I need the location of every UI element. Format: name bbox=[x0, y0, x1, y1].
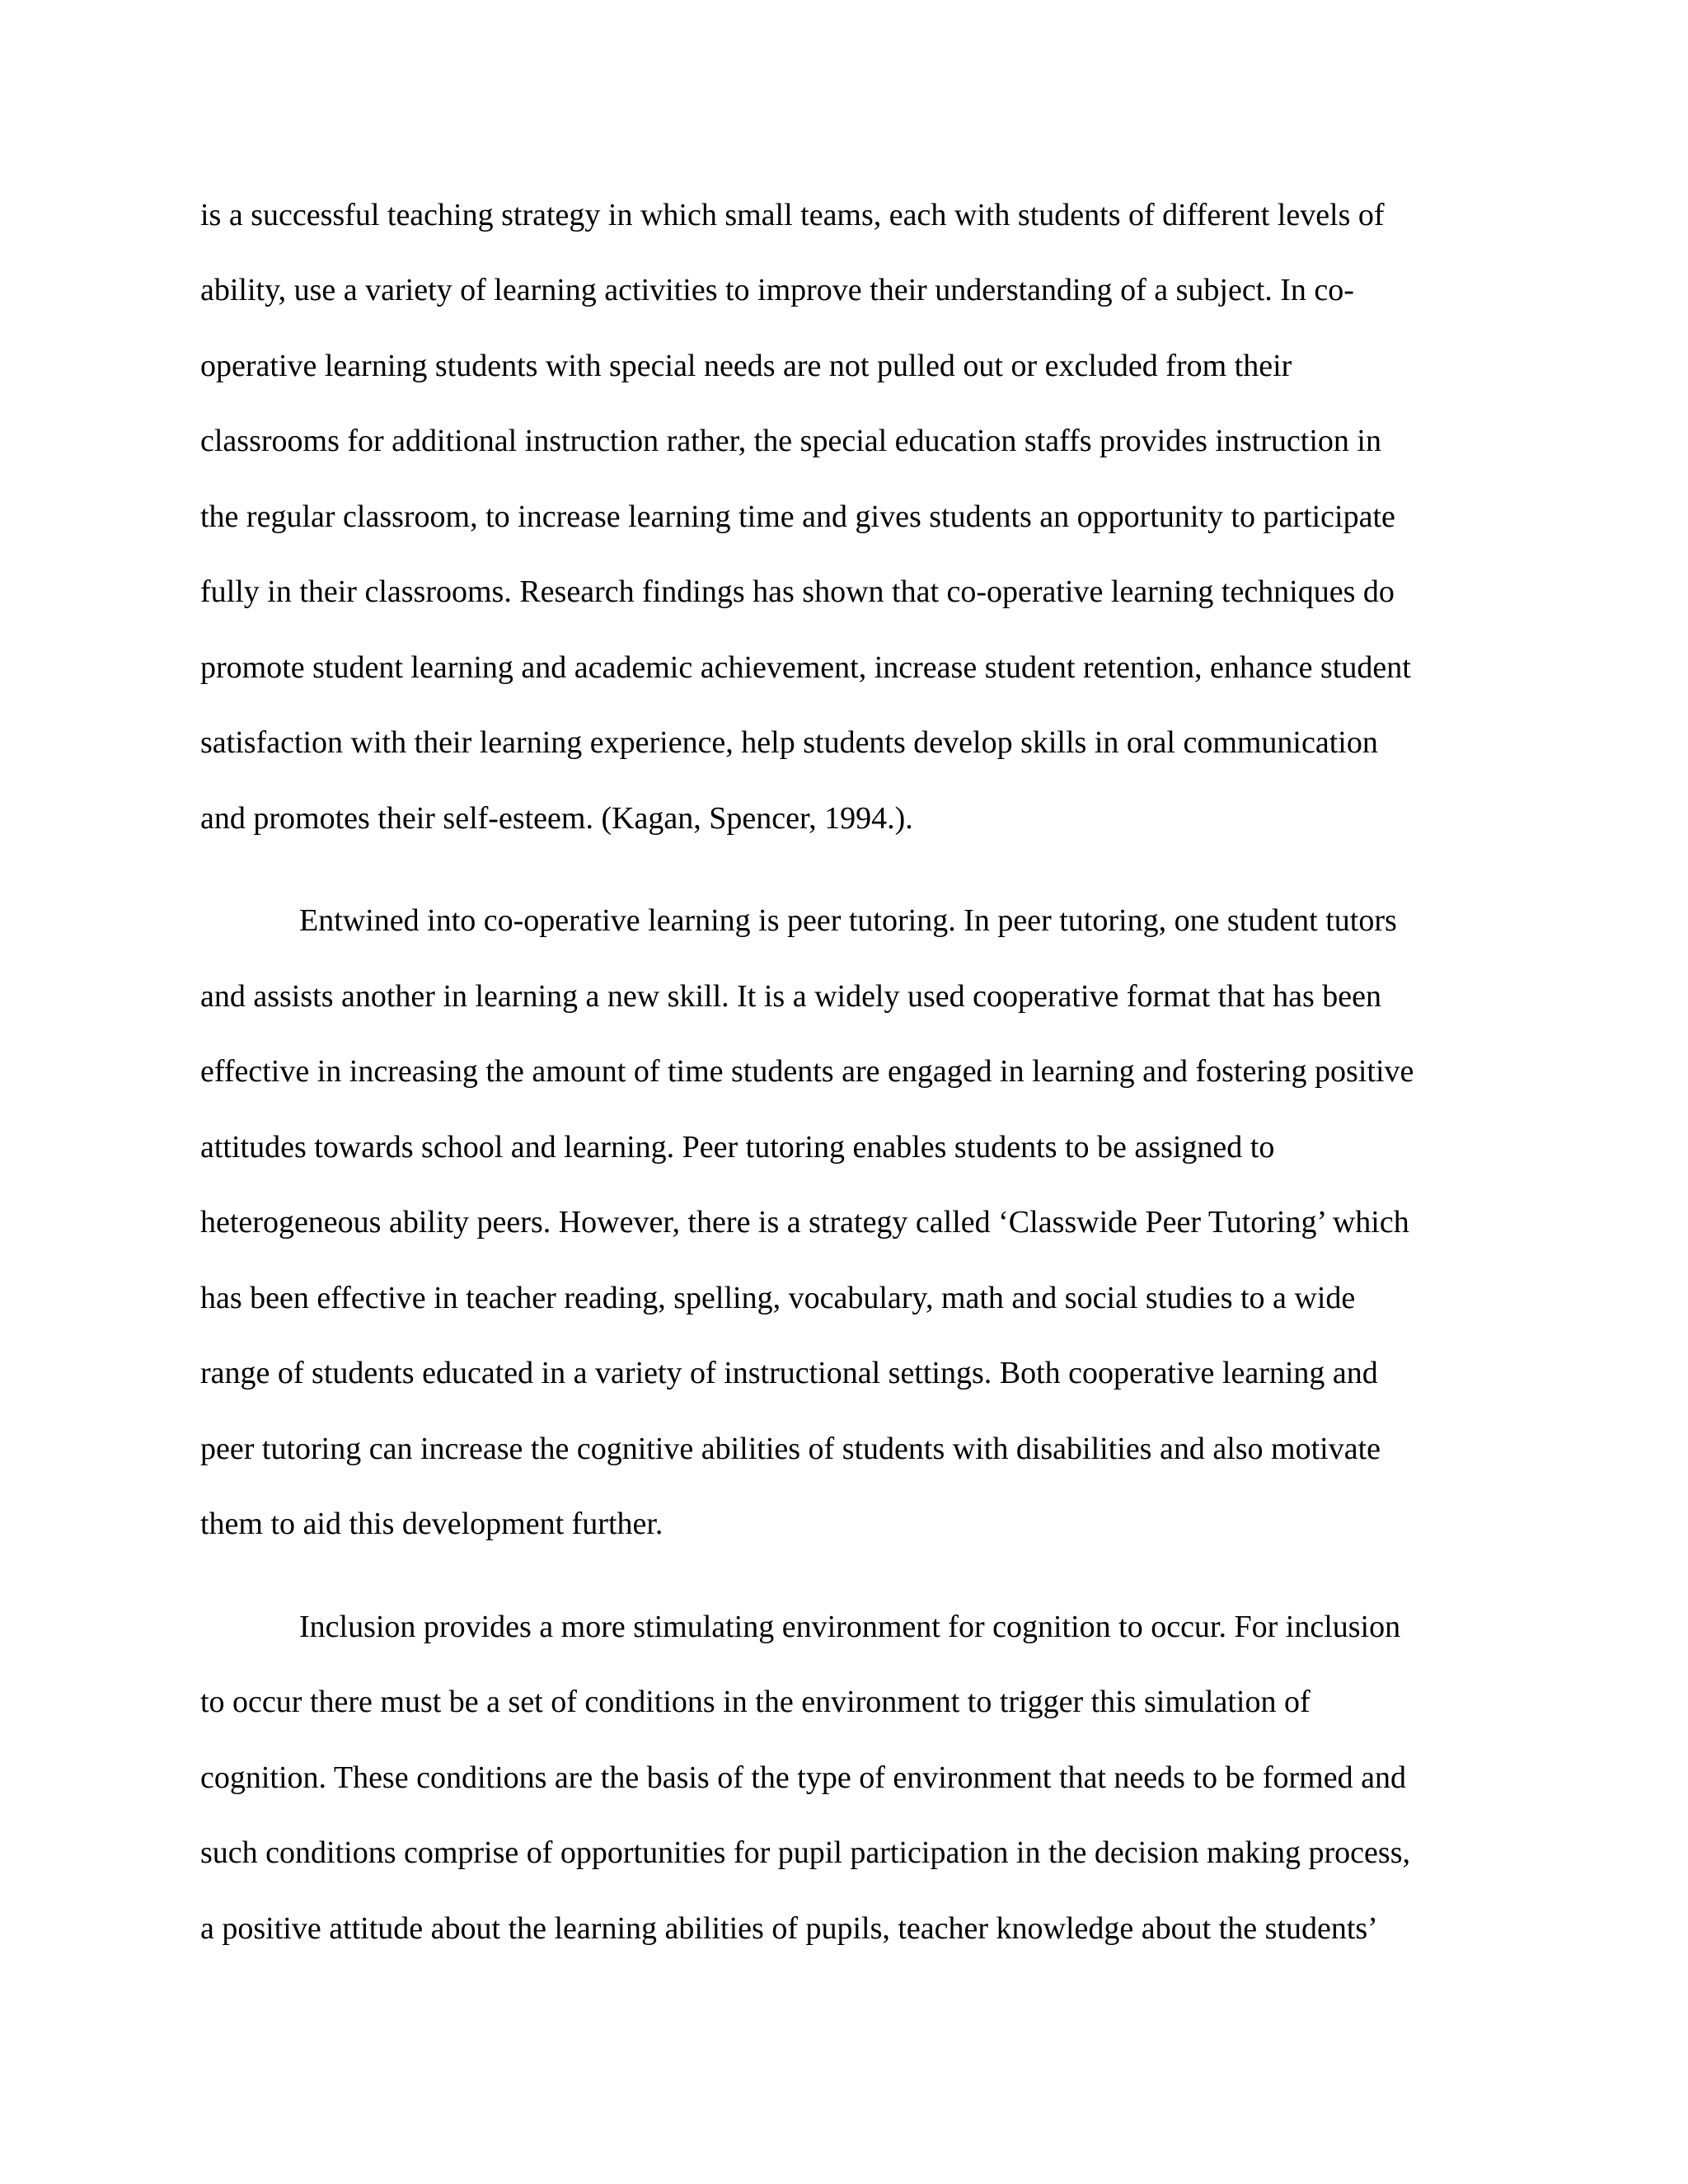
paragraph-1-line-8: satisfaction with their learning experience, help students develop skills in oral communication bbox=[200, 725, 1378, 760]
paragraph-2-line-4: attitudes towards school and learning. Peer tutoring enables students to be assigned to bbox=[200, 1130, 1275, 1165]
paragraph-1-line-5: the regular classroom, to increase learning time and gives students an opportunity to participate bbox=[200, 499, 1395, 534]
paragraph-2-line-5: heterogeneous ability peers. However, there is a strategy called ‘Classwide Peer Tutoring’ which bbox=[200, 1205, 1409, 1240]
paragraph-2-line-6: has been effective in teacher reading, spelling, vocabulary, math and social studies to a wide bbox=[200, 1281, 1356, 1315]
paragraph-1-line-7: promote student learning and academic achievement, increase student retention, enhance student bbox=[200, 650, 1411, 685]
paragraph-2-line-7: range of students educated in a variety of instructional settings. Both cooperative learning and bbox=[200, 1356, 1378, 1390]
paragraph-2-line-2: and assists another in learning a new skill. It is a widely used cooperative format that has been bbox=[200, 979, 1382, 1014]
paragraph-1-line-1: is a successful teaching strategy in which small teams, each with students of different levels of bbox=[200, 198, 1385, 232]
paragraph-3-line-1: Inclusion provides a more stimulating environment for cognition to occur. For inclusion bbox=[299, 1610, 1401, 1644]
paragraph-1-line-2: ability, use a variety of learning activities to improve their understanding of a subject. In co- bbox=[200, 273, 1354, 307]
paragraph-2-line-3: effective in increasing the amount of time students are engaged in learning and fostering positive bbox=[200, 1054, 1414, 1089]
paragraph-2-line-9: them to aid this development further. bbox=[200, 1507, 663, 1541]
paragraph-2-line-1: Entwined into co-operative learning is peer tutoring. In peer tutoring, one student tutors bbox=[299, 903, 1397, 938]
paragraph-1-line-3: operative learning students with special needs are not pulled out or excluded from their bbox=[200, 349, 1292, 383]
paragraph-1-line-9: and promotes their self-esteem. (Kagan, Spencer, 1994.). bbox=[200, 801, 913, 836]
paragraph-3-line-2: to occur there must be a set of conditions in the environment to trigger this simulation of bbox=[200, 1685, 1311, 1719]
paragraph-1-line-4: classrooms for additional instruction rather, the special education staffs provides instruction in bbox=[200, 424, 1381, 458]
paragraph-2-line-8: peer tutoring can increase the cognitive abilities of students with disabilities and also motivate bbox=[200, 1432, 1381, 1466]
paragraph-1-line-6: fully in their classrooms. Research findings has shown that co-operative learning techniques do bbox=[200, 574, 1395, 609]
paragraph-3-line-3: cognition. These conditions are the basis of the type of environment that needs to be formed and bbox=[200, 1760, 1406, 1795]
paragraph-3-line-4: such conditions comprise of opportunities for pupil participation in the decision making process, bbox=[200, 1835, 1410, 1870]
paragraph-3-line-5: a positive attitude about the learning abilities of pupils, teacher knowledge about the students’ bbox=[200, 1911, 1378, 1946]
